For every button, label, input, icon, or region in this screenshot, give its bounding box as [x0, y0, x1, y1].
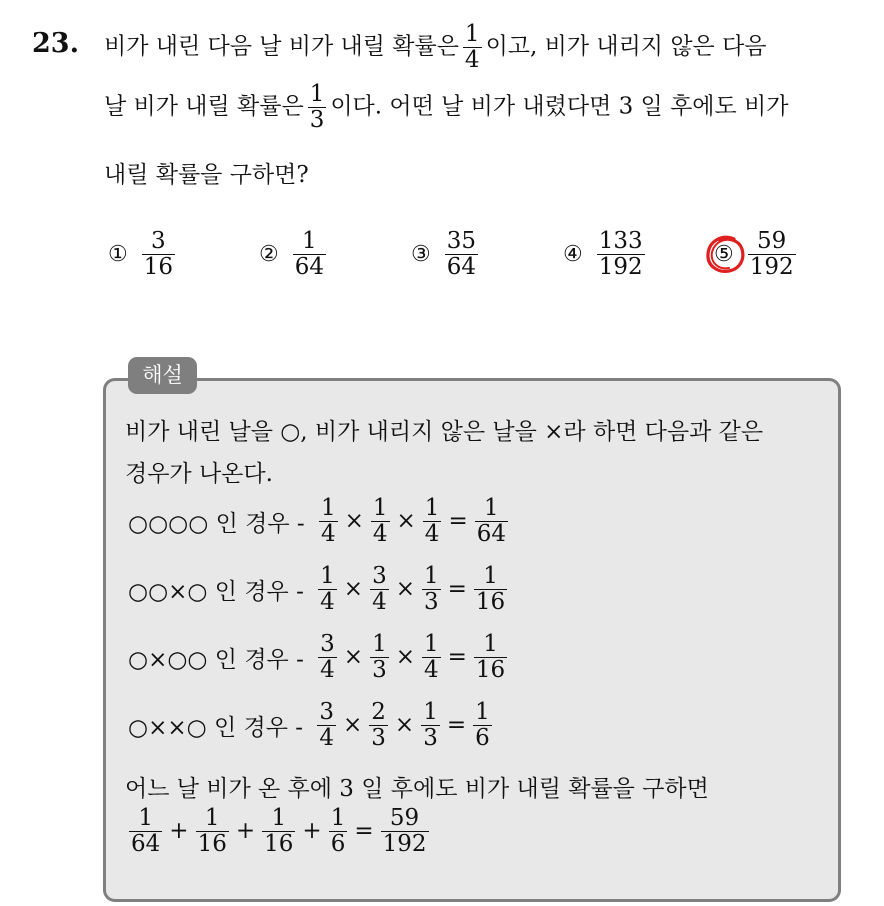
- solution-intro-1: 비가 내린 날을 ○, 비가 내리지 않은 날을 ×라 하면 다음과 같은: [125, 419, 764, 445]
- choice-mark: ③: [411, 241, 431, 267]
- choice-3[interactable]: [411, 229, 482, 280]
- fraction: $\frac{1}{4}$: [424, 495, 440, 547]
- fraction: $\frac{1}{64}$: [294, 228, 325, 280]
- case-row-1: [125, 496, 512, 547]
- fraction: $\frac{1}{3}$: [372, 631, 387, 683]
- case-row-2: [125, 564, 511, 615]
- plus-sign: +: [169, 818, 189, 845]
- fraction: $\frac{2}{3}$: [371, 699, 386, 751]
- case-label: ○○×○ 인 경우 -: [128, 578, 304, 605]
- times-sign: ×: [396, 508, 416, 535]
- fraction: $\frac{1}{3}$: [424, 563, 439, 615]
- equals-sign: =: [447, 576, 467, 603]
- question-line-1: [104, 22, 767, 73]
- fraction: $\frac{1}{4}$: [464, 21, 480, 73]
- fraction: $\frac{59}{192}$: [382, 805, 427, 857]
- fraction: $\frac{1}{6}$: [330, 805, 346, 857]
- solution-intro-2: 경우가 나온다.: [125, 461, 273, 487]
- fraction: $\frac{3}{4}$: [319, 699, 334, 751]
- fraction: $\frac{1}{64}$: [476, 495, 506, 547]
- fraction: $\frac{3}{16}$: [143, 228, 174, 280]
- times-sign: ×: [344, 508, 364, 535]
- fraction: $\frac{1}{4}$: [372, 495, 388, 547]
- times-sign: ×: [343, 712, 363, 739]
- solution-summary: 어느 날 비가 온 후에 3 일 후에도 비가 내릴 확률을 구하면: [125, 776, 709, 802]
- times-sign: ×: [343, 576, 364, 603]
- question-text: 이다. 어떤 날 비가 내렸다면 3 일 후에도 비가: [330, 93, 789, 120]
- fraction: $\frac{1}{4}$: [320, 563, 335, 615]
- times-sign: ×: [395, 576, 415, 603]
- fraction: $\frac{1}{6}$: [475, 699, 490, 751]
- sum-row: [125, 806, 433, 857]
- question-text: 날 비가 내릴 확률은: [104, 93, 304, 120]
- fraction: $\frac{1}{16}$: [197, 805, 227, 857]
- equals-sign: =: [354, 818, 374, 845]
- choice-mark: ⑤: [714, 241, 734, 267]
- equals-sign: =: [446, 712, 467, 739]
- fraction: $\frac{1}{4}$: [320, 495, 336, 547]
- fraction: $\frac{3}{4}$: [372, 563, 387, 615]
- fraction: $\frac{1}{16}$: [475, 631, 506, 683]
- fraction: $\frac{35}{64}$: [446, 228, 477, 280]
- times-sign: ×: [395, 644, 415, 671]
- choice-1[interactable]: [108, 229, 179, 280]
- times-sign: ×: [343, 644, 364, 671]
- times-sign: ×: [394, 712, 415, 739]
- choice-mark: ①: [108, 241, 128, 267]
- question-line-3: 내릴 확률을 구하면?: [104, 162, 309, 188]
- choice-4[interactable]: [563, 229, 649, 280]
- plus-sign: +: [235, 818, 256, 845]
- question-text: 비가 내린 다음 날 비가 내릴 확률은: [104, 33, 459, 60]
- fraction: $\frac{1}{3}$: [423, 699, 438, 751]
- fraction: $\frac{1}{4}$: [424, 631, 439, 683]
- plus-sign: +: [302, 818, 322, 845]
- choice-mark: ②: [259, 241, 279, 267]
- choice-2[interactable]: [259, 229, 330, 280]
- choice-mark: ④: [563, 241, 583, 267]
- fraction: $\frac{3}{4}$: [320, 631, 335, 683]
- case-label: ○×○○ 인 경우 -: [128, 646, 304, 673]
- question-text: 이고, 비가 내리지 않은 다음: [485, 33, 767, 60]
- question-line-2: [104, 82, 788, 133]
- equals-sign: =: [448, 508, 468, 535]
- fraction: $\frac{1}{16}$: [264, 805, 294, 857]
- answer-circle-icon: [704, 233, 746, 275]
- fraction: $\frac{1}{16}$: [475, 563, 506, 615]
- fraction: $\frac{59}{192}$: [749, 228, 794, 280]
- case-row-4: [125, 700, 496, 751]
- case-label: ○○○○ 인 경우 -: [128, 510, 305, 537]
- question-number: 23.: [32, 28, 79, 59]
- fraction: $\frac{1}{64}$: [131, 805, 161, 857]
- solution-tag: 해설: [128, 357, 197, 394]
- fraction: $\frac{1}{3}$: [309, 81, 325, 133]
- case-row-3: [125, 632, 511, 683]
- fraction: $\frac{133}{192}$: [598, 228, 643, 280]
- case-label: ○××○ 인 경우 -: [128, 714, 304, 741]
- equals-sign: =: [447, 644, 467, 671]
